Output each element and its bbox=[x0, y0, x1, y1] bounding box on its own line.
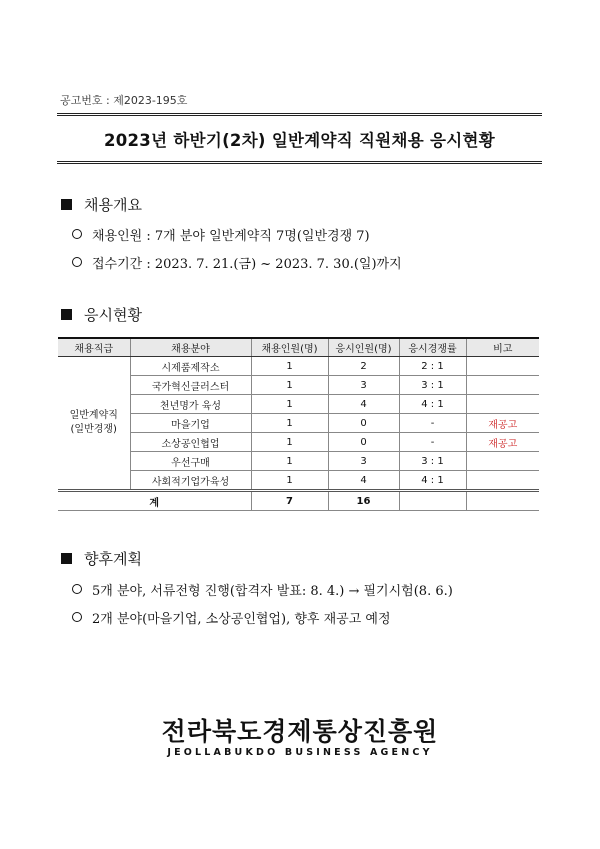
total-hire-cell: 7 bbox=[251, 491, 328, 511]
category-line: (일반경쟁) bbox=[70, 424, 117, 435]
ratio-cell: 4 : 1 bbox=[399, 471, 466, 491]
section-overview-title: 채용개요 bbox=[84, 196, 142, 214]
applicants-cell: 4 bbox=[328, 395, 399, 414]
total-label-cell: 계 bbox=[58, 491, 251, 511]
header-cell: 비고 bbox=[466, 338, 539, 357]
table-row bbox=[58, 395, 539, 414]
page-title bbox=[57, 113, 542, 164]
page-title-text: 2023년 하반기(2차) 일반계약직 직원채용 응시현황 bbox=[103, 130, 496, 150]
circle-bullet-icon bbox=[72, 229, 82, 239]
circle-bullet-icon bbox=[72, 612, 82, 622]
ratio-cell: 3 : 1 bbox=[399, 376, 466, 395]
table-row bbox=[58, 452, 539, 471]
note-cell bbox=[466, 376, 539, 395]
table-row bbox=[58, 433, 539, 452]
field-cell: 사회적기업가육성 bbox=[130, 471, 251, 491]
plan-item bbox=[72, 580, 453, 599]
overview-item bbox=[72, 225, 370, 244]
section-overview-heading bbox=[61, 194, 142, 215]
table-header-row bbox=[58, 338, 539, 357]
field-cell: 천년명가 육성 bbox=[130, 395, 251, 414]
plan-item bbox=[72, 608, 391, 627]
circle-bullet-icon bbox=[72, 584, 82, 594]
org-logo-english: JEOLLABUKDO BUSINESS AGENCY bbox=[167, 747, 433, 758]
plan-item-text: 5개 분야, 서류전형 진행(합격자 발표: 8. 4.) → 필기시험(8. 6.) bbox=[92, 584, 453, 599]
section-plan-title: 향후계획 bbox=[84, 550, 142, 568]
header-cell: 응시경쟁률 bbox=[399, 338, 466, 357]
table-row bbox=[58, 357, 539, 376]
total-ratio-cell bbox=[399, 491, 466, 511]
table-row bbox=[58, 471, 539, 491]
total-note-cell bbox=[466, 491, 539, 511]
applicants-cell: 0 bbox=[328, 433, 399, 452]
category-line: 일반계약직 bbox=[69, 410, 118, 421]
overview-item-text: 접수기간 : 2023. 7. 21.(금) ~ 2023. 7. 30.(일)까지 bbox=[92, 257, 402, 272]
hire-cell: 1 bbox=[251, 471, 328, 491]
square-bullet-icon bbox=[61, 199, 72, 210]
total-applicants-cell: 16 bbox=[328, 491, 399, 511]
applicant-status-table bbox=[58, 337, 539, 511]
category-cell bbox=[58, 357, 130, 491]
field-cell: 시제품제작소 bbox=[130, 357, 251, 376]
section-plan-heading bbox=[61, 548, 142, 569]
table-row bbox=[58, 414, 539, 433]
hire-cell: 1 bbox=[251, 414, 328, 433]
note-cell bbox=[466, 395, 539, 414]
section-status-title: 응시현황 bbox=[84, 306, 142, 324]
notice-number: 공고번호 : 제2023-195호 bbox=[60, 94, 188, 107]
hire-cell: 1 bbox=[251, 376, 328, 395]
header-cell: 채용직급 bbox=[58, 338, 130, 357]
hire-cell: 1 bbox=[251, 433, 328, 452]
note-cell bbox=[466, 357, 539, 376]
field-cell: 마을기업 bbox=[130, 414, 251, 433]
ratio-cell: - bbox=[399, 433, 466, 452]
square-bullet-icon bbox=[61, 309, 72, 320]
applicants-cell: 3 bbox=[328, 376, 399, 395]
square-bullet-icon bbox=[61, 553, 72, 564]
applicants-cell: 0 bbox=[328, 414, 399, 433]
overview-item-text: 채용인원 : 7개 분야 일반계약직 7명(일반경쟁 7) bbox=[92, 229, 370, 244]
total-row bbox=[58, 491, 539, 511]
ratio-cell: 2 : 1 bbox=[399, 357, 466, 376]
org-logo-korean: 전라북도경제통상진흥원 bbox=[161, 717, 439, 746]
note-cell: 재공고 bbox=[466, 414, 539, 433]
note-cell bbox=[466, 452, 539, 471]
note-cell bbox=[466, 471, 539, 491]
hire-cell: 1 bbox=[251, 452, 328, 471]
circle-bullet-icon bbox=[72, 257, 82, 267]
ratio-cell: 3 : 1 bbox=[399, 452, 466, 471]
applicants-cell: 4 bbox=[328, 471, 399, 491]
ratio-cell: - bbox=[399, 414, 466, 433]
header-cell: 응시인원(명) bbox=[328, 338, 399, 357]
field-cell: 소상공인협업 bbox=[130, 433, 251, 452]
plan-item-text: 2개 분야(마을기업, 소상공인협업), 향후 재공고 예정 bbox=[92, 612, 391, 627]
field-cell: 우선구매 bbox=[130, 452, 251, 471]
overview-item bbox=[72, 253, 402, 272]
hire-cell: 1 bbox=[251, 357, 328, 376]
note-cell: 재공고 bbox=[466, 433, 539, 452]
ratio-cell: 4 : 1 bbox=[399, 395, 466, 414]
applicants-cell: 3 bbox=[328, 452, 399, 471]
applicants-cell: 2 bbox=[328, 357, 399, 376]
header-cell: 채용인원(명) bbox=[251, 338, 328, 357]
section-status-heading bbox=[61, 304, 142, 325]
header-cell: 채용분야 bbox=[130, 338, 251, 357]
table-row bbox=[58, 376, 539, 395]
field-cell: 국가혁신클러스터 bbox=[130, 376, 251, 395]
hire-cell: 1 bbox=[251, 395, 328, 414]
